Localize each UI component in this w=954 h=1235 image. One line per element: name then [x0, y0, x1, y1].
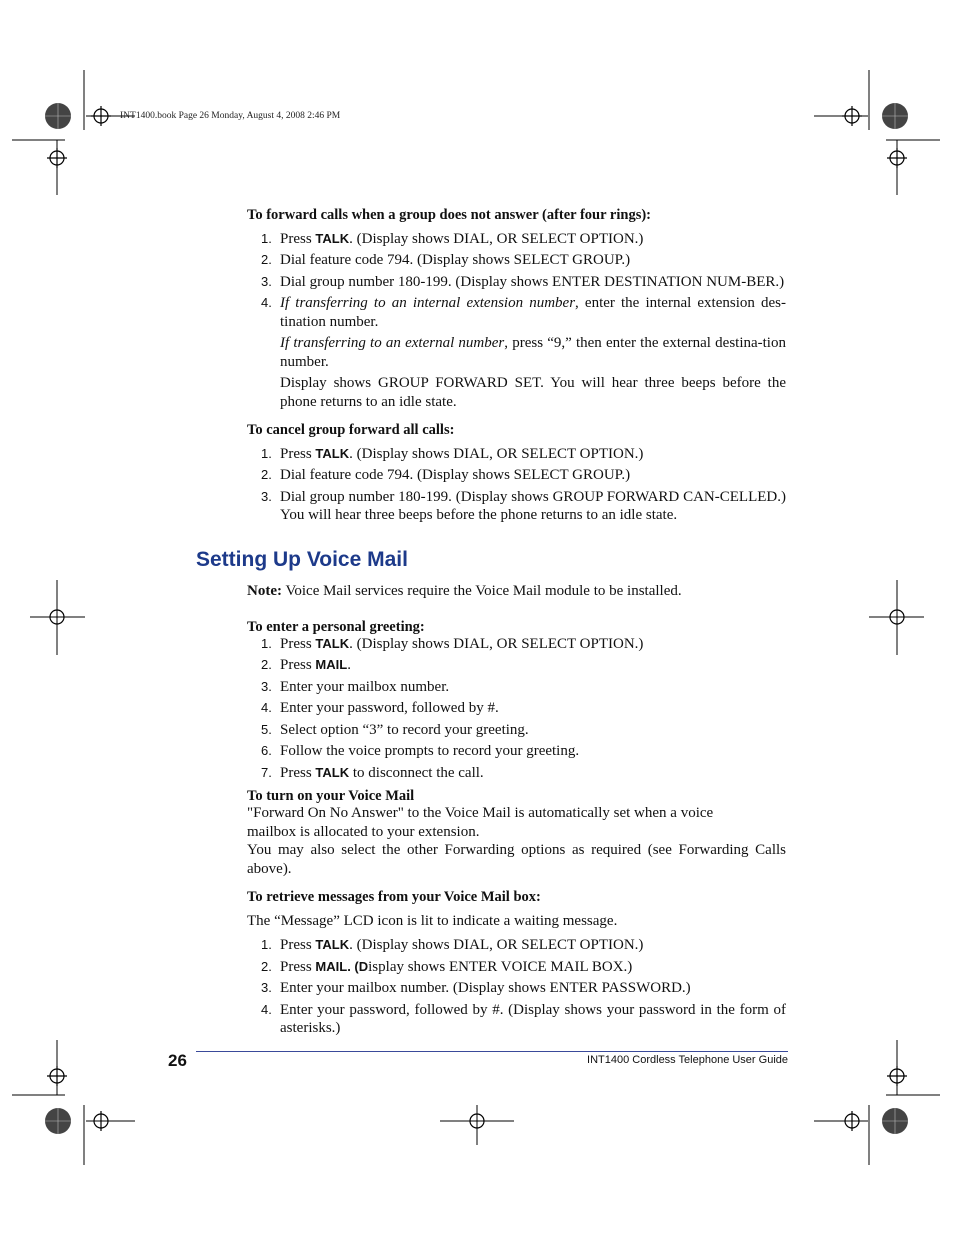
external-emphasis: If transferring to an external number	[280, 335, 505, 351]
step-text: Press	[280, 657, 316, 673]
forward-group-steps	[247, 230, 786, 332]
turnon-paragraph-1: "Forward On No Answer" to the Voice Mail is automatically set when a voice mailbox is allocated to your extension.	[247, 805, 714, 840]
step-text: Enter your mailbox number. (Display shows ENTER PASSWORD.)	[280, 980, 691, 996]
list-item	[247, 273, 786, 292]
step-text: Enter your password, followed by #.	[280, 700, 499, 716]
guide-title: INT1400 Cordless Telephone User Guide	[587, 1054, 788, 1066]
step-text: Select option “3” to record your greeting.	[280, 721, 529, 738]
external-text: , press “9,” then enter the external destina-tion number.	[280, 335, 786, 370]
page-number: 26	[168, 1051, 187, 1070]
section-title: Setting Up Voice Mail	[196, 548, 408, 571]
step-number: 4.	[261, 1001, 272, 1017]
list-item	[247, 936, 786, 955]
step-text: Dial group number 180-199. (Display shows ENTER DESTINATION NUM-BER.)	[280, 273, 785, 290]
list-item	[247, 1001, 786, 1038]
step-number: 3.	[261, 273, 272, 289]
step-text: Dial group number 180-199. (Display shows GROUP FORWARD CAN-CELLED.) You will hear three beeps before the phone returns to an idle state.	[280, 488, 786, 523]
key-name: TALK	[315, 230, 350, 246]
list-item	[247, 721, 786, 740]
note-paragraph	[247, 582, 786, 601]
turnon-heading: To turn on your Voice Mail	[247, 788, 415, 804]
list-item	[247, 656, 786, 675]
step-text: . (Display shows DIAL, OR SELECT OPTION.)	[349, 635, 644, 652]
step-text: . (Display shows DIAL, OR SELECT OPTION.)	[349, 445, 644, 462]
step-number: 2.	[261, 958, 272, 974]
retrieve-steps	[247, 936, 786, 1038]
list-item	[247, 699, 786, 718]
greeting-heading: To enter a personal greeting:	[247, 618, 425, 635]
step-text: Dial feature code 794. (Display shows SELECT GROUP.)	[280, 252, 631, 268]
page-body	[247, 206, 786, 525]
key-name: MAIL. (D	[315, 958, 369, 974]
greeting-steps	[247, 635, 786, 783]
step-text: . (Display shows DIAL, OR SELECT OPTION.)	[349, 937, 644, 953]
step-text: isplay shows ENTER VOICE MAIL BOX.)	[368, 958, 633, 975]
step-number: 7.	[261, 764, 272, 780]
step-number: 2.	[261, 467, 272, 482]
step-number: 2.	[261, 252, 272, 267]
note-text: Voice Mail services require the Voice Mail module to be installed.	[281, 583, 682, 599]
step-text: Follow the voice prompts to record your greeting.	[280, 743, 580, 759]
step-number: 1.	[261, 230, 272, 246]
step-number: 2.	[261, 657, 272, 672]
list-item	[247, 742, 786, 761]
step-number: 1.	[261, 445, 272, 461]
step-number: 4.	[261, 700, 272, 715]
step-number: 3.	[261, 678, 272, 694]
turnon-paragraph-2: You may also select the other Forwarding options as required (see Forwarding Calls above).	[247, 842, 786, 877]
step-text: to disconnect the call.	[349, 764, 484, 781]
step-text: Press	[280, 635, 316, 652]
footer-rule	[196, 1051, 788, 1052]
forward-group-heading: To forward calls when a group does not answer (after four rings):	[247, 207, 651, 223]
step-text: Press	[280, 230, 316, 247]
step-text: Enter your mailbox number.	[280, 678, 450, 695]
list-item	[247, 251, 786, 270]
step-text: . (Display shows DIAL, OR SELECT OPTION.)	[349, 230, 644, 247]
step-number: 1.	[261, 635, 272, 651]
voicemail-body	[247, 582, 786, 1038]
retrieve-heading: To retrieve messages from your Voice Mail box:	[247, 889, 541, 905]
list-item	[247, 466, 786, 485]
cancel-group-heading: To cancel group forward all calls:	[247, 422, 455, 438]
list-item	[247, 979, 786, 998]
step-emphasis: If transferring to an internal extension number	[280, 295, 576, 311]
step-text: .	[347, 657, 351, 673]
step-text: Press	[280, 764, 316, 781]
note-label: Note:	[247, 583, 282, 599]
key-name: TALK	[315, 764, 350, 780]
step-text: Press	[280, 937, 316, 953]
list-item	[247, 230, 786, 249]
key-name: TALK	[315, 937, 350, 952]
step-number: 3.	[261, 980, 272, 995]
key-name: MAIL	[315, 657, 348, 672]
step-text: Press	[280, 958, 316, 975]
step-text: Dial feature code 794. (Display shows SELECT GROUP.)	[280, 467, 631, 483]
list-item	[247, 635, 786, 654]
key-name: TALK	[315, 635, 350, 651]
key-name: TALK	[315, 445, 350, 461]
step-number: 1.	[261, 937, 272, 952]
external-number-paragraph	[247, 334, 786, 371]
list-item	[247, 764, 786, 783]
cancel-group-steps	[247, 445, 786, 525]
step-text: Enter your password, followed by #. (Display shows your password in the form of asterisks.)	[280, 1001, 786, 1036]
step-number: 6.	[261, 743, 272, 758]
list-item	[247, 294, 786, 331]
step-text: , enter the internal extension des-tination number.	[280, 295, 786, 330]
book-info-header: INT1400.book Page 26 Monday, August 4, 2008 2:46 PM	[120, 111, 341, 121]
step-number: 5.	[261, 721, 272, 737]
step-text: Press	[280, 445, 316, 462]
list-item	[247, 678, 786, 697]
retrieve-intro: The “Message” LCD icon is lit to indicate a waiting message.	[247, 912, 618, 929]
group-forward-set-paragraph: Display shows GROUP FORWARD SET. You will hear three beeps before the phone returns to an idle state.	[280, 375, 786, 410]
list-item	[247, 445, 786, 464]
step-number: 4.	[261, 295, 272, 310]
step-number: 3.	[261, 488, 272, 504]
list-item	[247, 488, 786, 525]
list-item	[247, 958, 786, 977]
